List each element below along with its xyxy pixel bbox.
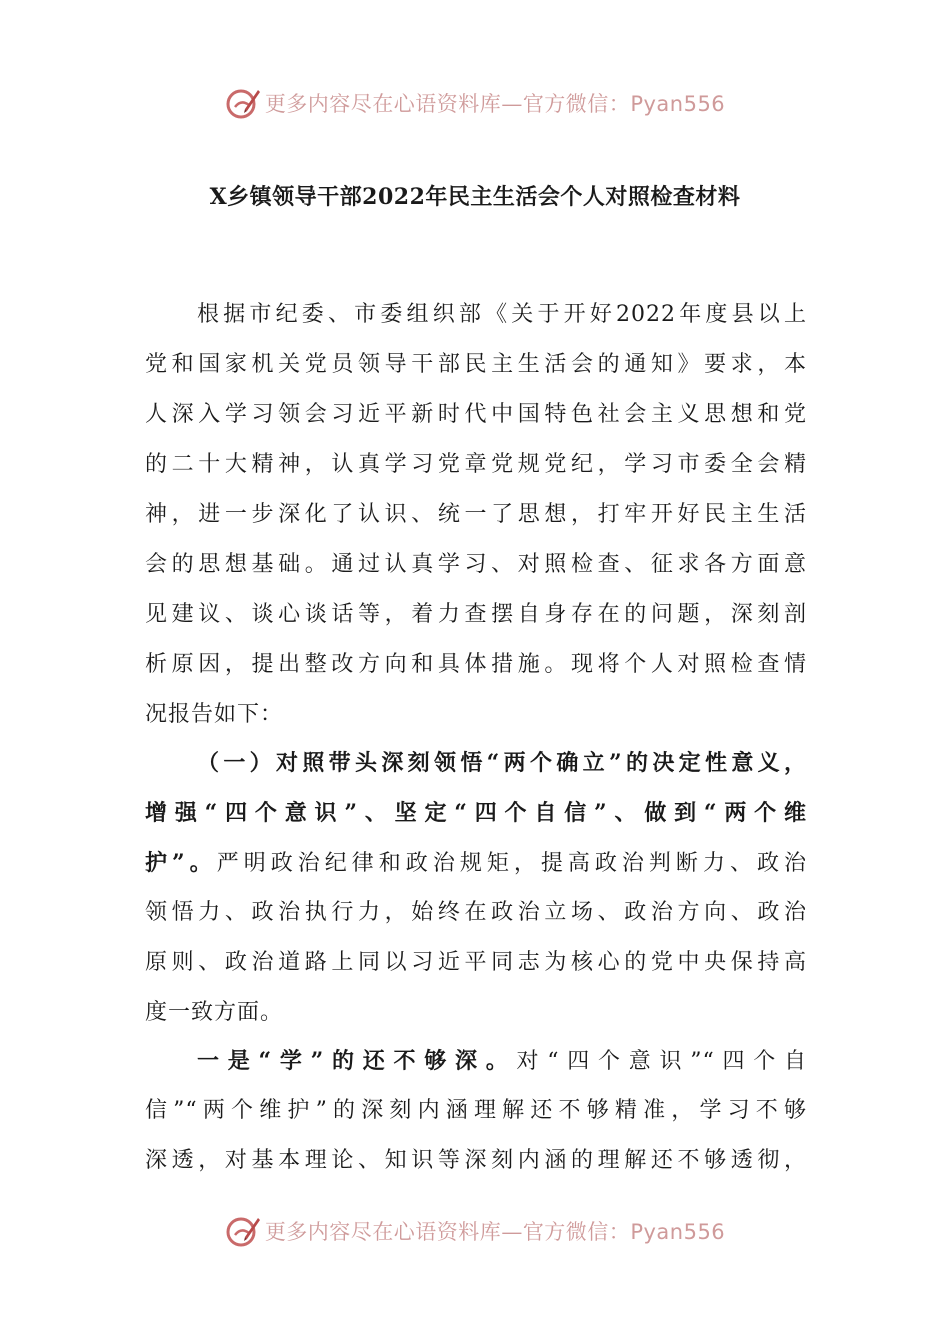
intro-line: 的二十大精神，认真学习党章党规党纪，学习市委全会精 bbox=[145, 452, 807, 477]
point-body-line: 信”“两个维护”的深刻内涵理解还不够精准，学习不够 bbox=[145, 1098, 807, 1123]
section-body-line: 原则、政治道路上同以习近平同志为核心的党中央保持高 bbox=[145, 950, 807, 975]
section-body-line: 领悟力、政治执行力，始终在政治立场、政治方向、政治 bbox=[145, 900, 807, 925]
header-watermark-banner bbox=[0, 81, 950, 125]
watermark-wechat-label: 官方微信： bbox=[522, 92, 631, 116]
watermark-site-text: 更多内容尽在心语资料库 bbox=[264, 92, 502, 116]
section-mixed-line bbox=[145, 838, 807, 888]
point-body-line: 深透，对基本理论、知识等深刻内涵的理解还不够透彻， bbox=[145, 1148, 807, 1173]
section-one-paragraph bbox=[145, 738, 807, 1038]
intro-paragraph bbox=[145, 290, 807, 740]
intro-line: 会的思想基础。通过认真学习、对照检查、征求各方面意 bbox=[145, 552, 807, 577]
intro-line: 神，进一步深化了认识、统一了思想，打牢开好民主生活 bbox=[145, 502, 807, 527]
watermark-wechat-id: Pyan556 bbox=[630, 92, 726, 116]
intro-line: 析原因，提出整改方向和具体措施。现将个人对照检查情 bbox=[145, 652, 807, 677]
section-body-line: 度一致方面。 bbox=[145, 1000, 284, 1025]
point-lead-bold: 一是“学”的还不够深。 bbox=[197, 1048, 517, 1074]
watermark-separator: — bbox=[501, 1220, 523, 1244]
pen-logo-icon bbox=[225, 1213, 261, 1249]
point-one-paragraph bbox=[145, 1036, 807, 1186]
section-body-text: 严明政治纪律和政治规矩，提高政治判断力、政治 bbox=[216, 851, 807, 876]
section-heading-line: 增强“四个意识”、坚定“四个自信”、做到“两个维 bbox=[145, 800, 807, 826]
point-lead-line bbox=[145, 1036, 807, 1086]
section-heading-line: （一）对照带头深刻领悟“两个确立”的决定性意义， bbox=[197, 750, 807, 776]
pen-logo-icon bbox=[225, 85, 261, 121]
watermark-separator: — bbox=[501, 92, 523, 116]
watermark-site-text: 更多内容尽在心语资料库 bbox=[264, 1220, 502, 1244]
watermark-wechat-label: 官方微信： bbox=[522, 1220, 631, 1244]
intro-line: 人深入学习领会习近平新时代中国特色社会主义思想和党 bbox=[145, 402, 807, 427]
intro-line: 根据市纪委、市委组织部《关于开好2022年度县以上 bbox=[197, 302, 807, 327]
document-title: X乡镇领导干部2022年民主生活会个人对照检查材料 bbox=[209, 184, 741, 210]
intro-line: 见建议、谈心谈话等，着力查摆自身存在的问题，深刻剖 bbox=[145, 602, 807, 627]
watermark-text bbox=[265, 88, 725, 118]
footer-watermark-banner bbox=[0, 1209, 950, 1253]
watermark-text bbox=[265, 1216, 725, 1246]
section-heading-tail: 护”。 bbox=[145, 850, 217, 876]
intro-line: 况报告如下： bbox=[145, 702, 284, 727]
watermark-wechat-id: Pyan556 bbox=[630, 1220, 726, 1244]
intro-line: 党和国家机关党员领导干部民主生活会的通知》要求，本 bbox=[145, 352, 807, 377]
point-lead-text: 对“四个意识”“四个自 bbox=[516, 1049, 807, 1074]
